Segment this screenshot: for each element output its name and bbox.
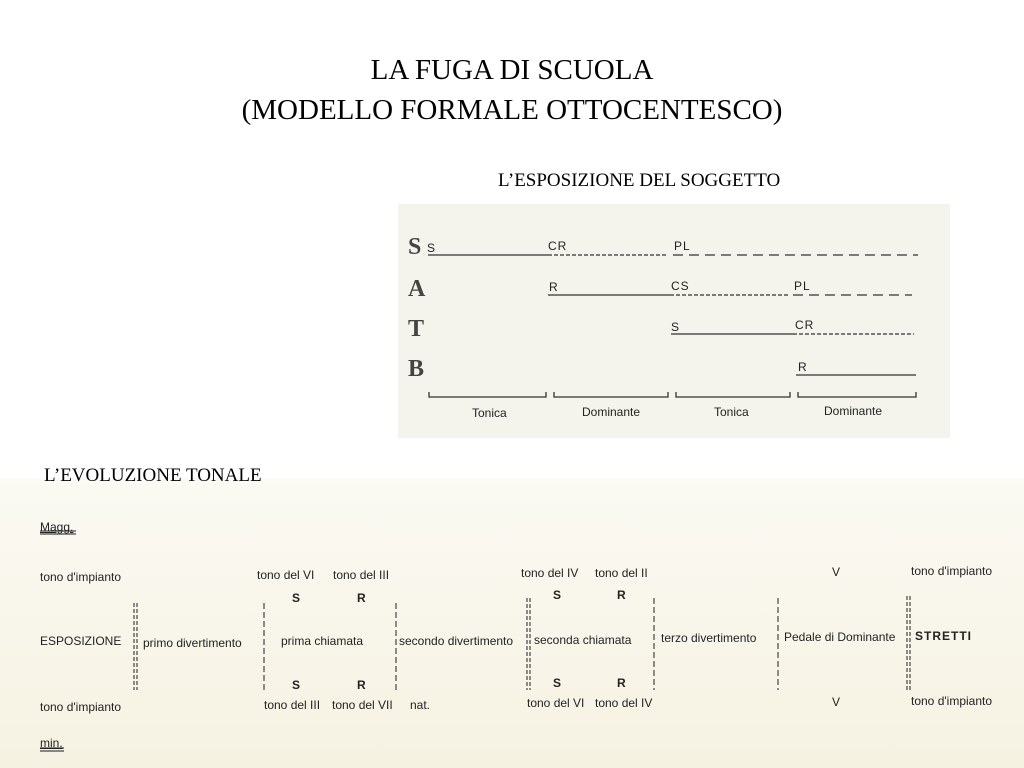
slide-title-line1: LA FUGA DI SCUOLA — [370, 54, 654, 86]
top-dominant-v: V — [832, 565, 841, 579]
key-label-3: Tonica — [714, 405, 749, 419]
exposition-diagram — [398, 204, 950, 438]
bottom-r-1: R — [357, 678, 367, 692]
tenor-countersubject-label: CR — [795, 318, 815, 332]
voice-tenor: T — [408, 316, 425, 342]
top-tono-impianto: tono d'impianto — [40, 570, 122, 584]
tonal-evolution-lines — [0, 478, 1024, 768]
key-label-1: Tonica — [472, 406, 507, 420]
bottom-tono-iv: tono del IV — [595, 696, 653, 710]
tenor-subject-label: S — [671, 320, 681, 334]
bottom-nat: nat. — [410, 698, 431, 712]
top-r-1: R — [357, 591, 367, 605]
major-mode-label: Magg. — [40, 520, 74, 534]
section-stretti: STRETTI — [915, 629, 972, 643]
section-prima-chiamata: prima chiamata — [281, 634, 364, 648]
alto-answer-label: R — [549, 280, 559, 294]
tonal-evolution-heading: L’EVOLUZIONE TONALE — [44, 465, 262, 486]
soprano-subject-label: S — [427, 241, 437, 255]
bottom-tono-iii: tono del III — [264, 698, 321, 712]
top-tono-iii: tono del III — [333, 568, 390, 582]
soprano-countersubject-label: CR — [548, 239, 568, 253]
voice-bass: B — [408, 356, 425, 382]
alto-countersubject-label: CS — [671, 279, 690, 293]
voice-soprano: S — [408, 234, 422, 260]
bottom-tono-vi: tono del VI — [527, 696, 585, 710]
key-label-4: Dominante — [824, 404, 883, 418]
bass-answer-label: R — [798, 360, 808, 374]
alto-free-part-label: PL — [794, 279, 811, 293]
top-s-2: S — [553, 588, 563, 602]
section-seconda-chiamata: seconda chiamata — [534, 633, 632, 647]
section-terzo-divertimento: terzo divertimento — [661, 631, 757, 645]
bottom-tono-impianto: tono d'impianto — [40, 700, 122, 714]
bottom-r-2: R — [617, 676, 627, 690]
tonal-evolution-diagram — [0, 478, 1024, 768]
key-label-2: Dominante — [582, 405, 641, 419]
top-tono-iv: tono del IV — [521, 566, 579, 580]
top-tono-ii: tono del II — [595, 566, 648, 580]
section-esposizione: ESPOSIZIONE — [40, 634, 122, 648]
exposition-heading: L’ESPOSIZIONE DEL SOGGETTO — [498, 170, 781, 191]
voice-alto: A — [408, 276, 426, 302]
top-tono-impianto-end: tono d'impianto — [911, 564, 993, 578]
bottom-tono-impianto-end: tono d'impianto — [911, 694, 993, 708]
bottom-tono-vii: tono del VII — [332, 698, 393, 712]
bottom-dominant-v: V — [832, 695, 841, 709]
soprano-free-part-label: PL — [674, 239, 691, 253]
bottom-s-1: S — [292, 678, 302, 692]
top-tono-vi: tono del VI — [257, 568, 315, 582]
bottom-s-2: S — [553, 676, 563, 690]
section-secondo-divertimento: secondo divertimento — [399, 634, 514, 648]
minor-mode-label: min. — [40, 736, 63, 750]
section-pedale-dominante: Pedale di Dominante — [784, 630, 896, 644]
slide-title-line2: (MODELLO FORMALE OTTOCENTESCO) — [241, 94, 783, 126]
section-primo-divertimento: primo divertimento — [143, 636, 242, 650]
top-r-2: R — [617, 588, 627, 602]
top-s-1: S — [292, 591, 302, 605]
